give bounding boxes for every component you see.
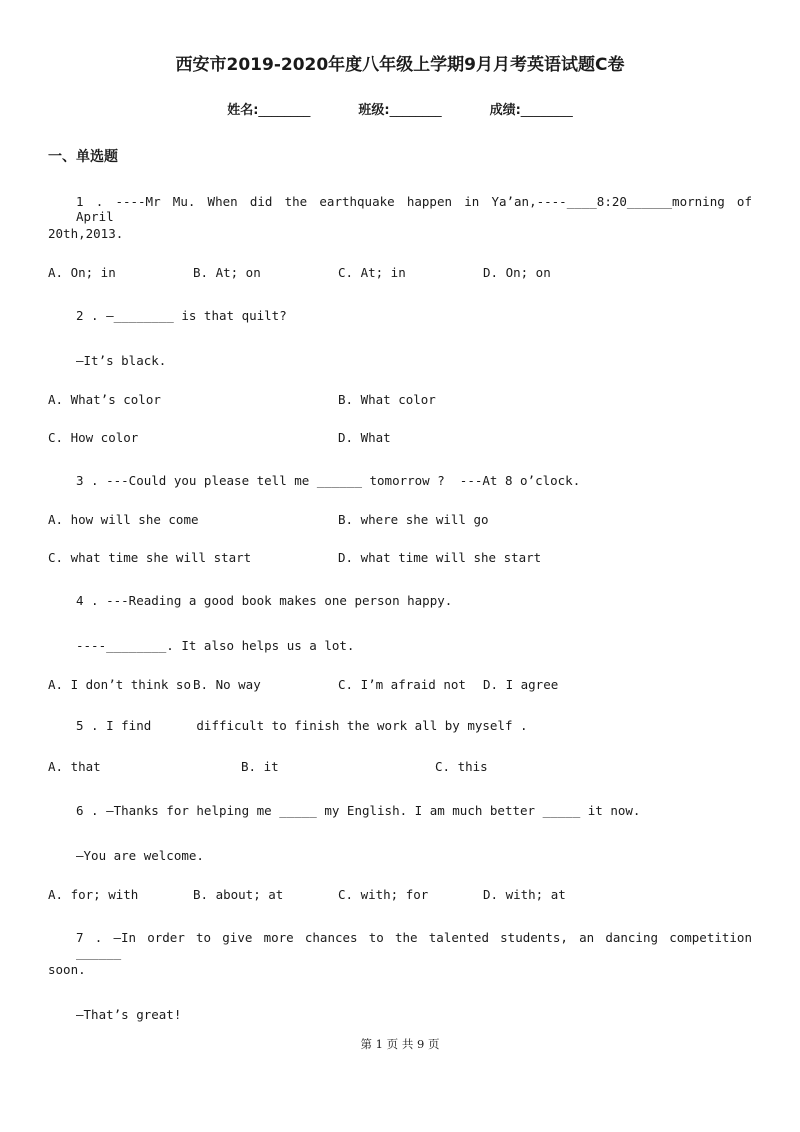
question-2-option-b[interactable]: B. What color bbox=[338, 392, 436, 407]
question-4-option-d[interactable]: D. I agree bbox=[483, 677, 559, 692]
question-7-text: 7 . —In order to give more chances to the talented students, an dancing competition ______ bbox=[76, 930, 752, 960]
question-4-answer-line: ----________. It also helps us a lot. bbox=[76, 638, 355, 653]
question-2-text: 2 . —________ is that quilt? bbox=[76, 308, 287, 323]
name-field[interactable] bbox=[227, 99, 310, 118]
question-1-option-d[interactable]: D. On; on bbox=[483, 265, 551, 280]
question-2-option-d[interactable]: D. What bbox=[338, 430, 391, 445]
question-6-answer-line: —You are welcome. bbox=[76, 848, 204, 863]
question-5-option-a[interactable]: A. that bbox=[48, 759, 101, 774]
question-5-option-b[interactable]: B. it bbox=[241, 759, 279, 774]
question-3-option-c[interactable]: C. what time she will start bbox=[48, 550, 252, 565]
class-blank: ________ bbox=[389, 103, 442, 118]
question-5-text: 5 . I find difficult to finish the work all by myself . bbox=[76, 718, 528, 733]
score-blank: ________ bbox=[520, 103, 573, 118]
question-2-option-c[interactable]: C. How color bbox=[48, 430, 139, 445]
question-6-option-a[interactable]: A. for; with bbox=[48, 887, 139, 902]
question-1-option-a[interactable]: A. On; in bbox=[48, 265, 116, 280]
question-6-option-d[interactable]: D. with; at bbox=[483, 887, 566, 902]
question-2-answer-line: —It’s black. bbox=[76, 353, 167, 368]
class-field[interactable] bbox=[358, 99, 441, 118]
question-4-option-a[interactable]: A. I don’t think so bbox=[48, 677, 191, 692]
page-footer: 第 1 页 共 9 页 bbox=[360, 1037, 440, 1051]
question-6-text: 6 . —Thanks for helping me _____ my English. I am much better _____ it now. bbox=[76, 803, 641, 818]
question-6-option-c[interactable]: C. with; for bbox=[338, 887, 429, 902]
name-blank: ________ bbox=[258, 103, 311, 118]
question-1-text-cont: 20th,2013. bbox=[48, 226, 124, 241]
question-3-option-b[interactable]: B. where she will go bbox=[338, 512, 489, 527]
question-1-option-c[interactable]: C. At; in bbox=[338, 265, 406, 280]
question-7-text-cont: soon. bbox=[48, 962, 86, 977]
question-4-text: 4 . ---Reading a good book makes one person happy. bbox=[76, 593, 453, 608]
question-3-option-a[interactable]: A. how will she come bbox=[48, 512, 199, 527]
question-4-option-c[interactable]: C. I’m afraid not bbox=[338, 677, 466, 692]
question-3-option-d[interactable]: D. what time will she start bbox=[338, 550, 542, 565]
question-2-option-a[interactable]: A. What’s color bbox=[48, 392, 161, 407]
student-info-row bbox=[0, 99, 800, 118]
name-label: 姓名: bbox=[227, 103, 259, 118]
page-title: 西安市2019-2020年度八年级上学期9月月考英语试题C卷 bbox=[175, 55, 625, 75]
question-1-text: 1 . ----Mr Mu. When did the earthquake happen in Ya’an,----____8:20______morning of April bbox=[76, 194, 752, 224]
question-6-option-b[interactable]: B. about; at bbox=[193, 887, 284, 902]
class-label: 班级: bbox=[358, 103, 390, 118]
question-7-answer-line: —That’s great! bbox=[76, 1007, 182, 1022]
section-title: 一、单选题 bbox=[48, 149, 118, 165]
score-label: 成绩: bbox=[489, 103, 521, 118]
score-field[interactable] bbox=[490, 99, 573, 118]
question-4-option-b[interactable]: B. No way bbox=[193, 677, 261, 692]
question-3-text: 3 . ---Could you please tell me ______ tomorrow ? ---At 8 o’clock. bbox=[76, 473, 581, 488]
question-1-option-b[interactable]: B. At; on bbox=[193, 265, 261, 280]
question-5-option-c[interactable]: C. this bbox=[435, 759, 488, 774]
